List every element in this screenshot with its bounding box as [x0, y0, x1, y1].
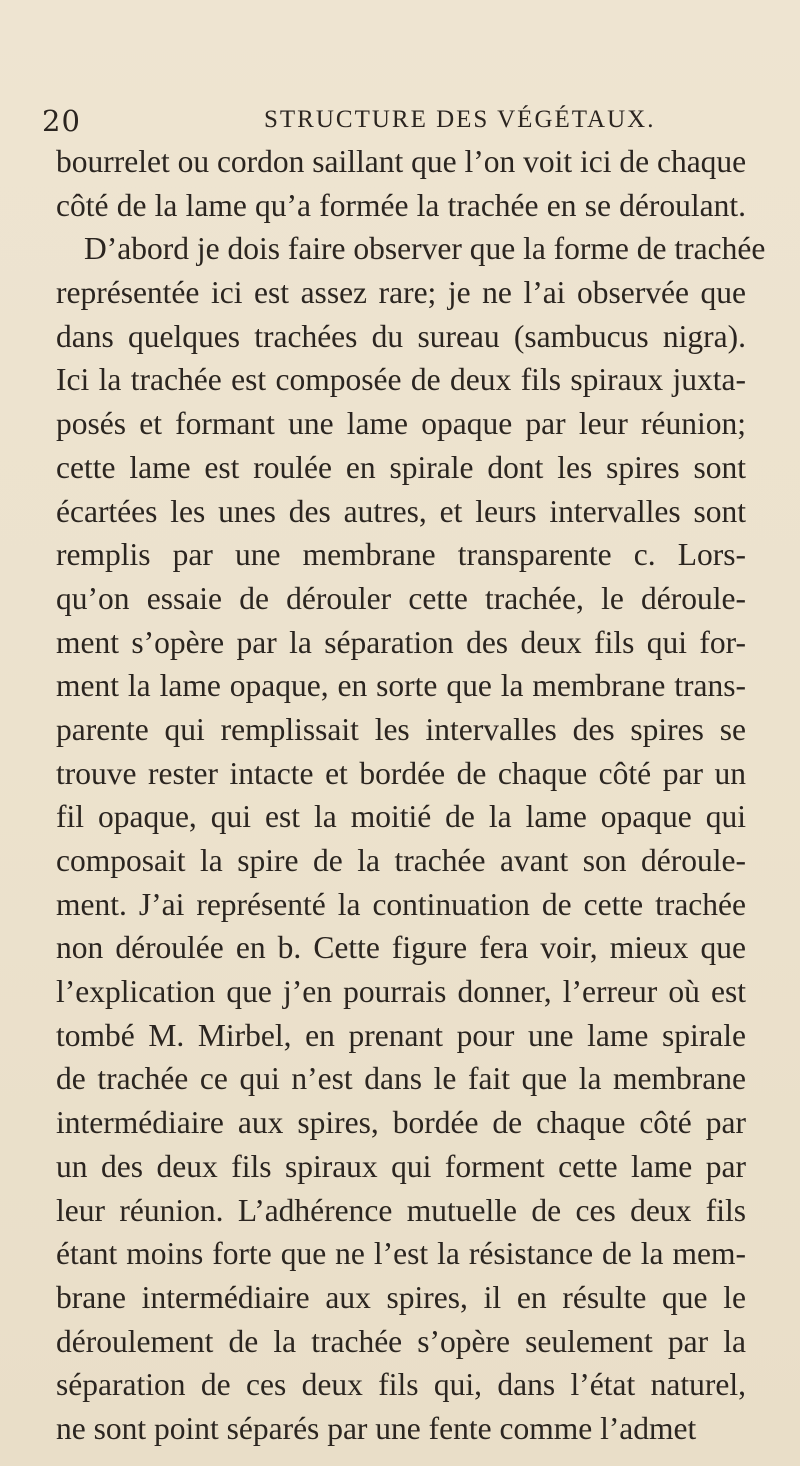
page-header: [42, 104, 722, 144]
text-line: tombé M. Mirbel, en prenant pour une lame spirale: [56, 1017, 746, 1053]
body-text: [56, 140, 766, 1451]
text-line: côté de la lame qu’a formée la trachée en se déroulant.: [56, 187, 746, 223]
running-head: STRUCTURE DES VÉGÉTAUX.: [264, 106, 656, 133]
text-line: dans quelques trachées du sureau (sambucus nigra).: [56, 318, 746, 354]
text-line: écartées les unes des autres, et leurs intervalles sont: [56, 493, 746, 529]
text-line: de trachée ce qui n’est dans le fait que la membrane: [56, 1061, 746, 1097]
text-line: leur réunion. L’adhérence mutuelle de ces deux fils: [56, 1192, 746, 1228]
text-line: représentée ici est assez rare; je ne l’ai observée que: [56, 275, 746, 311]
text-line: D’abord je dois faire observer que la forme de trachée: [84, 231, 766, 267]
text-line: remplis par une membrane transparente c. Lors-: [56, 537, 746, 573]
text-line: qu’on essaie de dérouler cette trachée, le déroule-: [56, 580, 746, 616]
text-line: posés et formant une lame opaque par leur réunion;: [56, 406, 746, 442]
text-line: composait la spire de la trachée avant son déroule-: [56, 843, 746, 878]
text-line: brane intermédiaire aux spires, il en résulte que le: [56, 1279, 746, 1315]
text-line: non déroulée en b. Cette figure fera voir, mieux que: [56, 930, 746, 966]
text-line: parente qui remplissait les intervalles des spires se: [56, 711, 746, 747]
text-line: ment. J’ai représenté la continuation de cette trachée: [56, 886, 746, 922]
text-line: ment la lame opaque, en sorte que la membrane trans-: [56, 668, 746, 704]
text-line: bourrelet ou cordon saillant que l’on voit ici de chaque: [56, 144, 747, 179]
text-line: un des deux fils spiraux qui forment cette lame par: [56, 1148, 746, 1184]
text-line: séparation de ces deux fils qui, dans l’état naturel,: [56, 1367, 746, 1403]
text-line: cette lame est roulée en spirale dont les spires sont: [56, 449, 746, 485]
text-line: l’explication que j’en pourrais donner, l’erreur où est: [56, 974, 746, 1010]
text-line: déroulement de la trachée s’opère seulement par la: [56, 1323, 746, 1359]
text-line: ne sont point séparés par une fente comme l’admet: [56, 1410, 697, 1446]
page-number: 20: [42, 104, 81, 138]
text-line: intermédiaire aux spires, bordée de chaque côté par: [56, 1105, 746, 1141]
text-line: ment s’opère par la séparation des deux fils qui for-: [56, 624, 746, 660]
text-line: Ici la trachée est composée de deux fils spiraux juxta-: [56, 362, 746, 398]
text-line: fil opaque, qui est la moitié de la lame opaque qui: [56, 799, 746, 835]
text-line: trouve rester intacte et bordée de chaque côté par un: [56, 755, 746, 791]
text-line: étant moins forte que ne l’est la résistance de la mem-: [56, 1236, 746, 1272]
